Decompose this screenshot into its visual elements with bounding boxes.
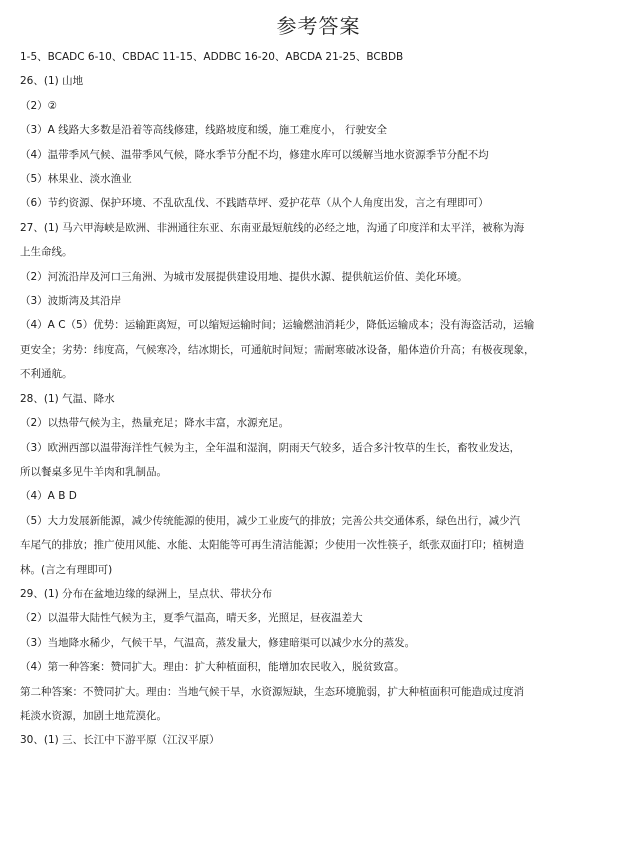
answer-line: （3）欧洲西部以温带海洋性气候为主，全年温和湿润，阴雨天气较多，适合多汁牧草的生长，畜牧业发达， [20,441,521,454]
answer-line: （3）当地降水稀少，气候干旱，气温高，蒸发量大，修建暗渠可以减少水分的蒸发。 [20,636,416,649]
answer-line: （3）波斯湾及其沿岸 [20,295,122,308]
answer-line: （6）节约资源、保护环境、不乱砍乱伐、不践踏草坪、爱护花草（从个人角度出发，言之有理即可） [20,197,489,210]
answer-line: 30、(1) 三、长江中下游平原（江汉平原） [20,734,220,747]
answer-line: 28、(1) 气温、降水 [20,392,115,405]
answer-line: 29、(1) 分布在盆地边缘的绿洲上，呈点状、带状分布 [20,587,273,600]
answer-line: （5）大力发展新能源，减少传统能源的使用，减少工业废气的排放；完善公共交通体系，绿色出行，减少汽 [20,514,521,527]
answer-line: （2）河流沿岸及河口三角洲、为城市发展提供建设用地、提供水源、提供航运价值、美化环境。 [20,270,468,283]
page-title: 参考答案 [276,14,361,38]
answer-line: （3）A 线路大多数是沿着等高线修建，线路坡度和缓，施工难度小， 行驶安全 [20,124,388,137]
answer-line: 所以餐桌多见牛羊肉和乳制品。 [20,465,167,478]
answer-line: （5）林果业、淡水渔业 [20,173,132,186]
answer-line: （4）温带季风气候、温带季风气候，降水季节分配不均，修建水库可以缓解当地水资源季节分配不均 [20,148,489,161]
answer-line: 26、(1) 山地 [20,75,84,88]
answer-line: （2）以温带大陆性气候为主，夏季气温高，晴天多，光照足，昼夜温差大 [20,612,363,625]
answer-list [20,45,617,753]
answer-line: 更安全；劣势：纬度高，气候寒冷，结冰期长，可通航时间短；需耐寒破冰设备，船体造价升高；有极夜现象， [20,343,535,356]
answer-line-choice: 1-5、BCADC 6-10、CBDAC 11-15、ADDBC 16-20、ABCDA 21-25、BCBDB [20,51,404,63]
answer-line: 车尾气的排放；推广使用风能、水能、太阳能等可再生清洁能源；少使用一次性筷子，纸张双面打印；植树造 [20,539,524,552]
answer-line: 27、(1) 马六甲海峡是欧洲、非洲通往东亚、东南亚最短航线的必经之地，沟通了印度洋和太平洋，被称为海 [20,221,525,234]
answer-line: 林。(言之有理即可) [20,563,113,576]
answer-line: （4）A C（5）优势：运输距离短，可以缩短运输时间；运输燃油消耗少，降低运输成本；没有海盗活动，运输 [20,319,535,332]
answer-line: 不利通航。 [20,368,73,381]
answer-line: （2）以热带气候为主，热量充足；降水丰富，水源充足。 [20,417,290,430]
answer-line: 第二种答案：不赞同扩大。理由：当地气候干旱，水资源短缺，生态环境脆弱，扩大种植面积可能造成过度消 [20,685,524,698]
answer-line: 上生命线。 [20,246,73,259]
answer-line: （2）② [20,99,58,112]
answer-line: （4）第一种答案：赞同扩大。理由：扩大种植面积，能增加农民收入，脱贫致富。 [20,661,405,674]
answer-line: 耗淡水资源，加剧土地荒漠化。 [20,709,167,722]
answer-line: （4）A B D [20,490,77,503]
